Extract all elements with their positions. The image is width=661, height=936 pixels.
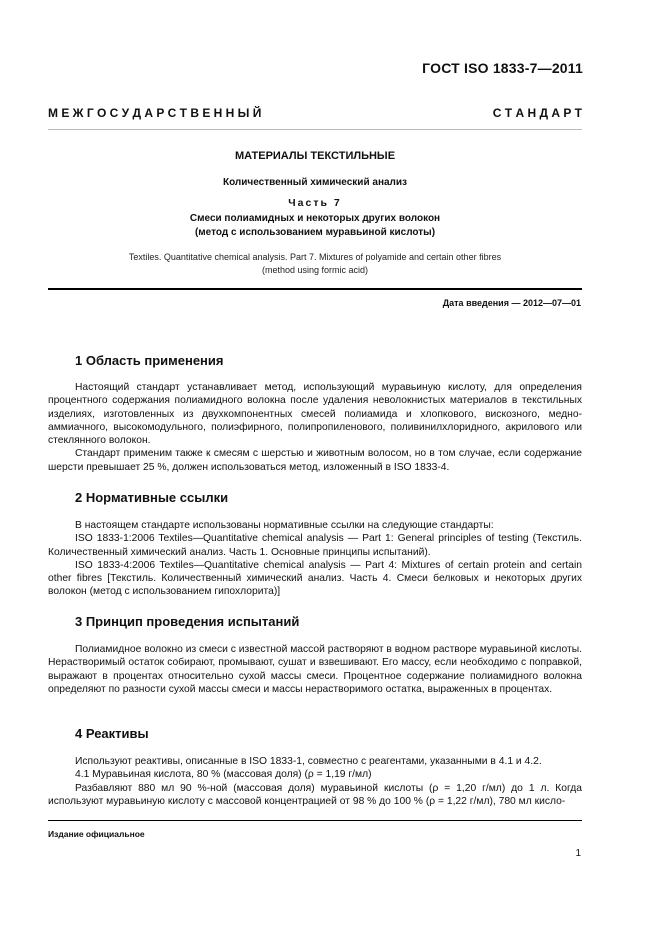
section-heading: 2 Нормативные ссылки: [75, 490, 229, 505]
banner-right: С Т А Н Д А Р Т: [492, 106, 582, 120]
paragraph: Используют реактивы, описанные в ISO 1833-1, совместно с реагентами, указанными в 4.1 и 4.2.: [75, 756, 542, 767]
section-heading: 3 Принцип проведения испытаний: [75, 614, 300, 629]
section-heading: 1 Область применения: [75, 353, 224, 368]
subsection-heading: 4.1 Муравьиная кислота, 80 % (массовая доля) (ρ = 1,19 г/мл): [75, 769, 372, 781]
part-name-line-2: (метод с использованием муравьиной кислоты): [194, 227, 436, 238]
section-principle: [48, 614, 582, 696]
paragraph: Стандарт применим также к смесям с шерстью и животным волосом, но в том случае, если содержание шерсти превышает 25 %, должен использоваться метод, изложенный в ISO 1833-4.: [48, 448, 582, 473]
paragraph: Настоящий стандарт устанавливает метод, использующий муравьиную кислоту, для определения процентного содержания полиамидного волокна после удаления неволокнистых материалов в текстильных изделиях, изготовленных из двухкомпонентных смесей полиамида и хлопкового, вискозного, медно-аммиачного, высокомодульного, полиэфирного, полипропиленового, поливинилхлоридного, акрилового или стеклянного волокон.: [48, 382, 582, 447]
document-part: Часть 7: [288, 197, 342, 209]
part-name-line-1: Смеси полиамидных и некоторых других волокон: [189, 213, 441, 224]
section-heading: 4 Реактивы: [75, 726, 149, 741]
title-rule: [48, 288, 582, 290]
english-title-line-1: Textiles. Quantitative chemical analysis. Part 7. Mixtures of polyamide and certain other fibres: [128, 252, 502, 262]
paragraph: В настоящем стандарте использованы нормативные ссылки на следующие стандарты:: [75, 520, 494, 531]
standard-designation: ГОСТ ISO 1833-7—2011: [422, 60, 583, 76]
section-scope: [48, 353, 582, 474]
banner-left: М Е Ж Г О С У Д А Р С Т В Е Н Н Ы Й: [48, 106, 262, 120]
edition-note: Издание официальное: [48, 829, 145, 839]
english-title-line-2: (method using formic acid): [261, 265, 369, 275]
section-reagents: [48, 726, 582, 808]
paragraph: Полиамидное волокно из смеси с известной массой растворяют в водном растворе муравьиной кислоты. Нерастворимый остаток собирают, промывают, сушат и взвешивают. Его массу, если необходимо с поправкой, выражают в процентах относительно сухой массы смеси. Процентное содержание полиамидного волокна определяют по разности сухой массы смеси и массы нерастворимого остатка, выраженных в процентах.: [48, 644, 582, 695]
banner-rule: [48, 129, 582, 130]
section-normative-references: [48, 490, 582, 599]
introduction-date: Дата введения — 2012—07—01: [442, 298, 581, 308]
paragraph: Разбавляют 880 мл 90 %-ной (массовая доля) муравьиной кислоты (ρ = 1,20 г/мл) до 1 л. Когда используют муравьиную кислоту с массовой концентрацией от 98 % до 100 % (ρ = 1,22 г/мл), 780 мл кисло-: [48, 782, 582, 807]
document-title: МАТЕРИАЛЫ ТЕКСТИЛЬНЫЕ: [234, 150, 396, 162]
document-subtitle: Количественный химический анализ: [222, 177, 408, 188]
document-part-name: [48, 212, 582, 240]
footer-rule: [48, 820, 582, 821]
reference-item: ISO 1833-4:2006 Textiles—Quantitative chemical analysis — Part 4: Mixtures of certain protein and certain other fibres [Текстиль. Количественный химический анализ. Часть 4. Смеси белковых и некоторых других волокон (метод с использованием гипохлорита)]: [48, 559, 582, 598]
reference-item: ISO 1833-1:2006 Textiles—Quantitative chemical analysis — Part 1: General principles of testing (Текстиль. Количественный химический анализ. Часть 1. Основные принципы испытаний).: [48, 533, 582, 558]
page-number: 1: [575, 848, 581, 859]
english-title: [48, 251, 582, 277]
standard-banner: [48, 106, 582, 120]
